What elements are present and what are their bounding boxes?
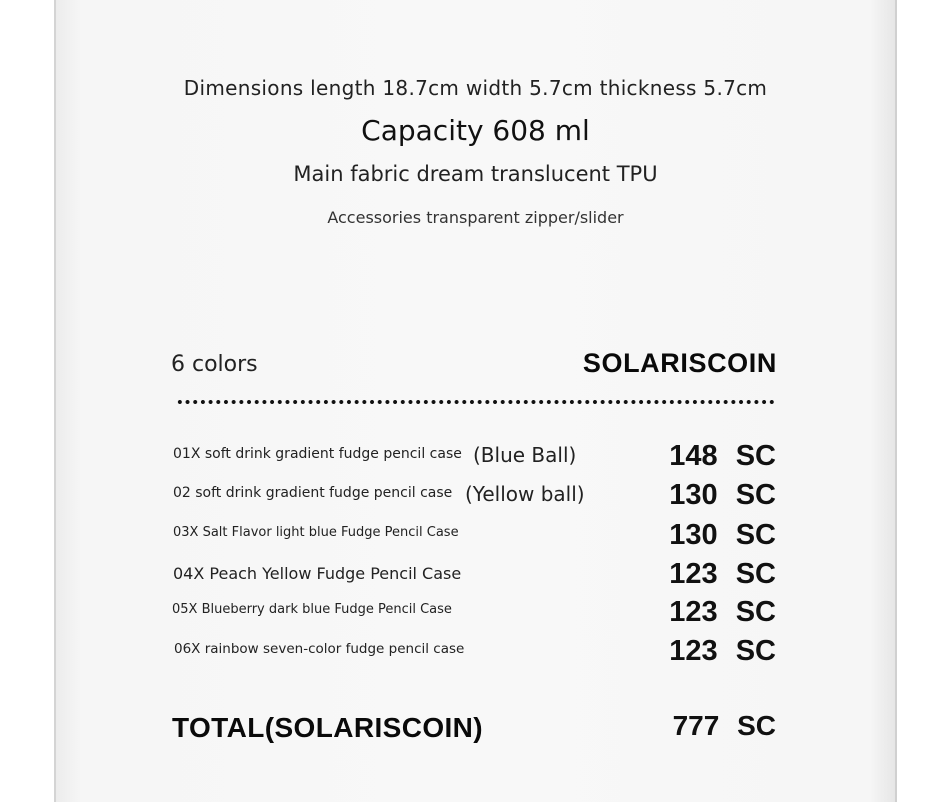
- item-name: 03X Salt Flavor light blue Fudge Pencil Case: [173, 525, 459, 540]
- price-row: [0, 519, 950, 555]
- item-name: 02 soft drink gradient fudge pencil case: [173, 485, 453, 501]
- item-price: 123 SC: [669, 558, 776, 590]
- dimensions-text: Dimensions length 18.7cm width 5.7cm thickness 5.7cm: [183, 76, 768, 100]
- item-price: 123 SC: [669, 635, 776, 667]
- item-price: 123 SC: [669, 596, 776, 628]
- item-name: 05X Blueberry dark blue Fudge Pencil Case: [172, 602, 452, 617]
- total-label: TOTAL(SOLARISCOIN): [172, 712, 484, 743]
- accessories-text: Accessories transparent zipper/slider: [327, 208, 624, 227]
- dotted-divider: [176, 398, 776, 406]
- total-value: 777 SC: [672, 710, 776, 741]
- item-note: (Yellow ball): [465, 482, 585, 506]
- colors-count-label: 6 colors: [171, 352, 258, 377]
- item-name: 04X Peach Yellow Fudge Pencil Case: [173, 564, 462, 583]
- item-price: 130 SC: [669, 479, 776, 511]
- item-name: 01X soft drink gradient fudge pencil case: [173, 446, 462, 462]
- item-price: 148 SC: [669, 440, 776, 472]
- capacity-text: Capacity 608 ml: [361, 114, 590, 147]
- price-row: [0, 558, 950, 594]
- price-row: [0, 440, 950, 476]
- price-row: [0, 479, 950, 515]
- item-note: (Blue Ball): [473, 443, 577, 467]
- brand-title: SOLARISCOIN: [582, 348, 777, 378]
- item-name: 06X rainbow seven-color fudge pencil case: [174, 641, 465, 657]
- price-row: [0, 635, 950, 671]
- fabric-text: Main fabric dream translucent TPU: [293, 162, 658, 186]
- item-price: 130 SC: [669, 519, 776, 551]
- price-row: [0, 596, 950, 632]
